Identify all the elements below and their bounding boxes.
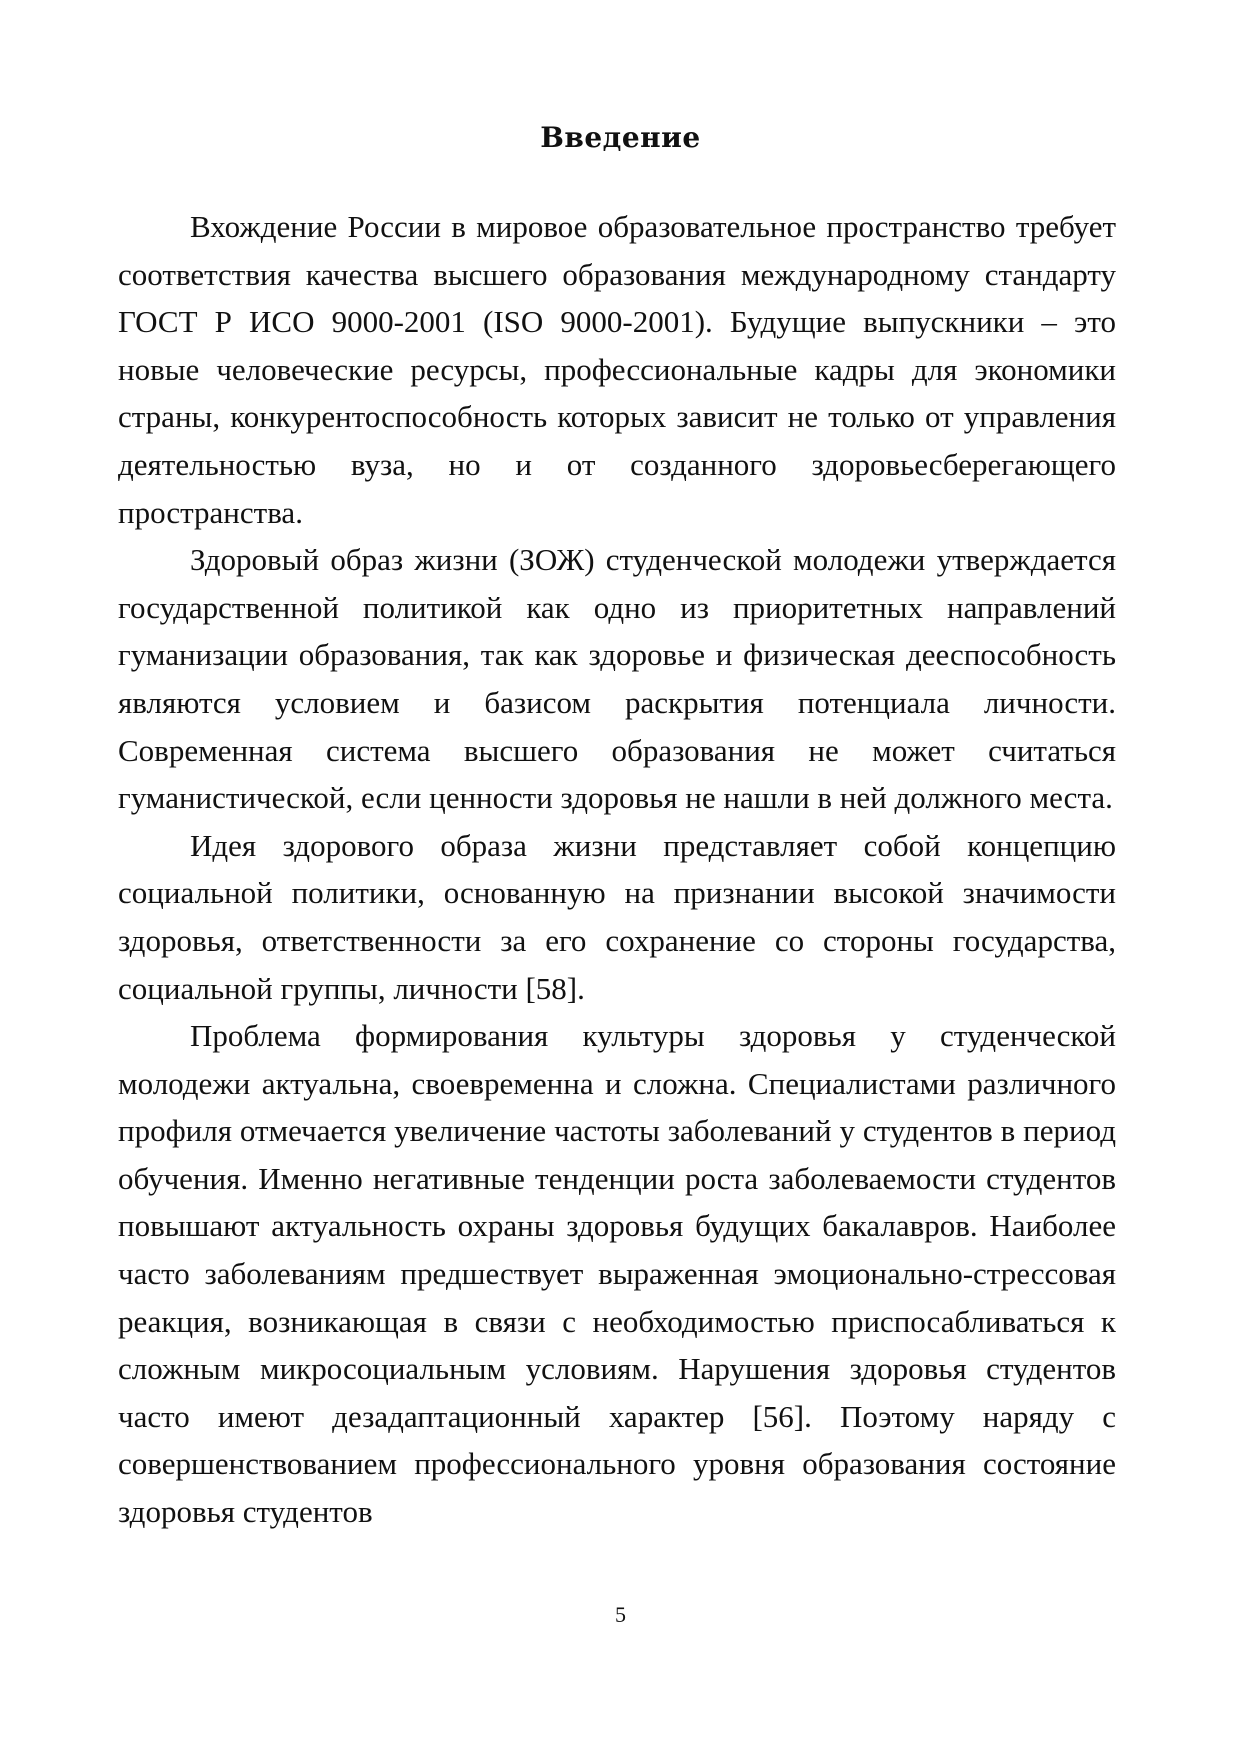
paragraph-4: Проблема формирования культуры здоровья у студенческой молодежи актуальна, своевременна и сложна. Специалистами различного профиля отмечается увеличение частоты заболеваний у студентов в период обучения. Именно негативные тенденции роста заболеваемости студентов повышают актуальность охраны здоровья будущих бакалавров. Наиболее часто заболеваниям предшествует выраженная эмоционально-стрессовая реакция, возникающая в связи с необходимостью приспосабливаться к сложным микросоциальным условиям. Нарушения здоровья студентов часто имеют дезадаптационный характер [56]. Поэтому наряду с совершенствованием профессионального уровня образования состояние здоровья студентов bbox=[118, 1018, 1116, 1530]
page-number: 5 bbox=[615, 1602, 626, 1627]
paragraph-2: Здоровый образ жизни (ЗОЖ) студенческой молодежи утверждается государственной политикой как одно из приоритетных направлений гуманизации образования, так как здоровье и физическая дееспособность являются условием и базисом раскрытия потенциала личности. Современная система высшего образования не может считаться гуманистической, если ценности здоровья не нашли в ней должного места. bbox=[118, 542, 1116, 816]
page-title: Введение bbox=[540, 121, 701, 154]
paragraph-3: Идея здорового образа жизни представляет собой концепцию социальной политики, основанную на признании высокой значимости здоровья, ответственности за его сохранение со стороны государства, социальной группы, личности [58]. bbox=[118, 827, 1116, 1006]
paragraph-1: Вхождение России в мировое образовательное пространство требует соответствия качества высшего образования международному стандарту ГОСТ Р ИСО 9000-2001 (ISO 9000-2001). Будущие выпускники – это новые человеческие ресурсы, профессиональные кадры для экономики страны, конкурентоспособность которых зависит не только от управления деятельностью вуза, но и от созданного здоровьесберегающего пространства. bbox=[118, 209, 1116, 530]
body-text bbox=[118, 203, 1116, 1536]
